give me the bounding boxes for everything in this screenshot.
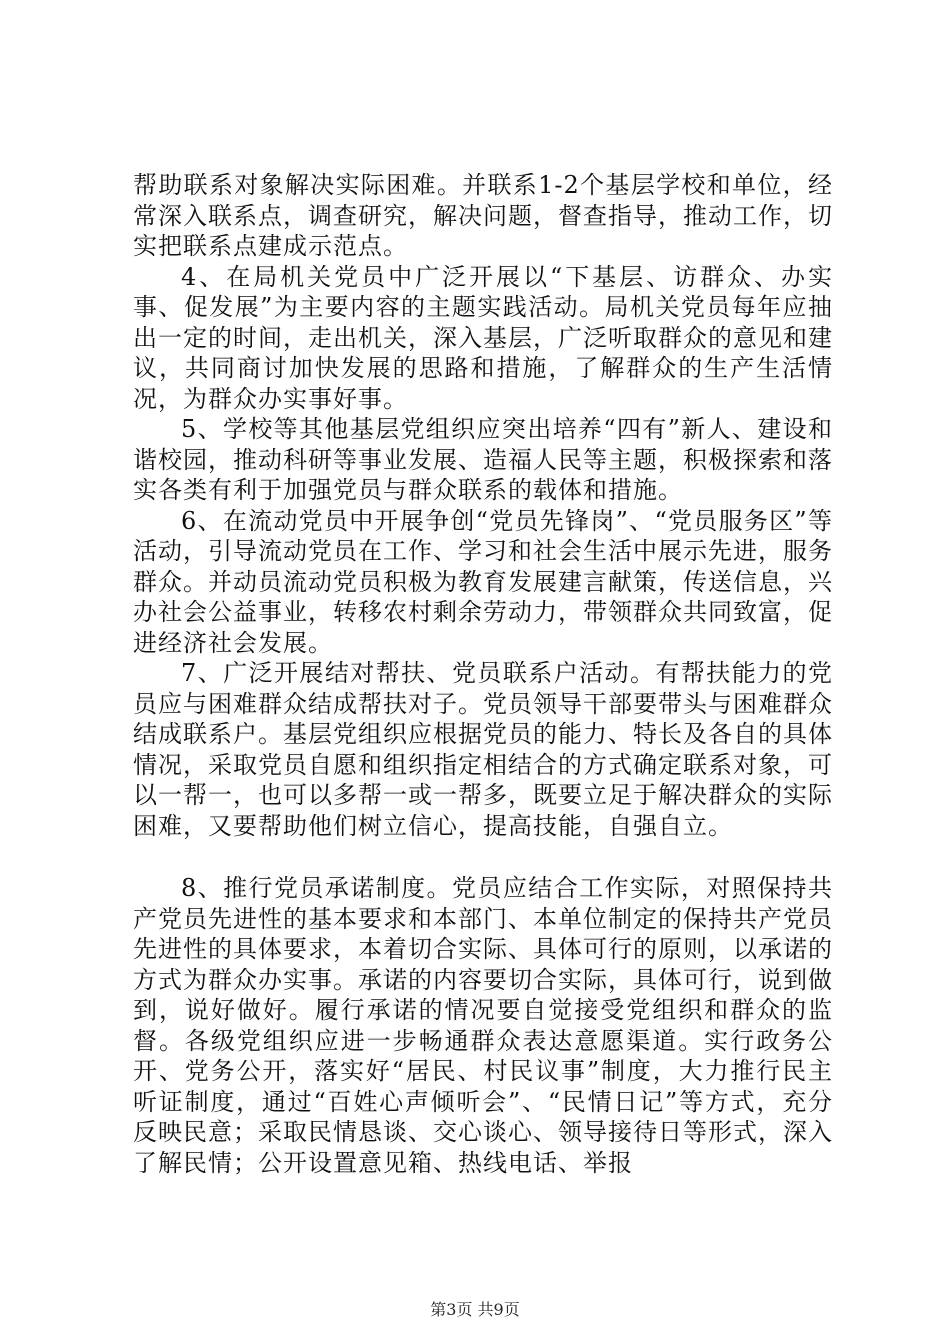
paragraph-item-8: 8、推行党员承诺制度。党员应结合工作实际，对照保持共产党员先进性的基本要求和本部门、本单位制定的保持共产党员先进性的具体要求，本着切合实际、具体可行的原则，以承诺的方式为群众办实事。承诺的内容要切合实际，具体可行，说到做到，说好做好。履行承诺的情况要自觉接受党组织和群众的监督。各级党组织应进一步畅通群众表达意愿渠道。实行政务公开、党务公开，落实好“居民、村民议事”制度，大力推行民主听证制度，通过“百姓心声倾听会”、“民情日记”等方式，充分反映民意；采取民情恳谈、交心谈心、领导接待日等形式，深入了解民情；公开设置意见箱、热线电话、举报 — [133, 874, 833, 1177]
document-body — [133, 170, 833, 1178]
page-number-footer: 第3页 共9页 — [430, 1300, 520, 1319]
paragraph-item-4: 4、在局机关党员中广泛开展以“下基层、访群众、办实事、促发展”为主要内容的主题实践活动。局机关党员每年应抽出一定的时间，走出机关，深入基层，广泛听取群众的意见和建议，共同商讨加快发展的思路和措施，了解群众的生产生活情况，为群众办实事好事。 — [133, 262, 833, 413]
paragraph-item-5: 5、学校等其他基层党组织应突出培养“四有”新人、建设和谐校园，推动科研等事业发展、造福人民等主题，积极探索和落实各类有利于加强党员与群众联系的载体和措施。 — [133, 415, 833, 504]
paragraph-continued: 帮助联系对象解决实际困难。并联系1-2个基层学校和单位，经常深入联系点，调查研究，解决问题，督查指导，推动工作，切实把联系点建成示范点。 — [133, 171, 833, 260]
paragraph-item-7: 7、广泛开展结对帮扶、党员联系户活动。有帮扶能力的党员应与困难群众结成帮扶对子。党员领导干部要带头与困难群众结成联系户。基层党组织应根据党员的能力、特长及各自的具体情况，采取党员自愿和组织指定相结合的方式确定联系对象，可以一帮一，也可以多帮一或一帮多，既要立足于解决群众的实际困难，又要帮助他们树立信心，提高技能，自强自立。 — [133, 659, 833, 840]
paragraph-item-6: 6、在流动党员中开展争创“党员先锋岗”、“党员服务区”等活动，引导流动党员在工作、学习和社会生活中展示先进，服务群众。并动员流动党员积极为教育发展建言献策，传送信息，兴办社会公益事业，转移农村剩余劳动力，带领群众共同致富，促进经济社会发展。 — [133, 506, 833, 657]
